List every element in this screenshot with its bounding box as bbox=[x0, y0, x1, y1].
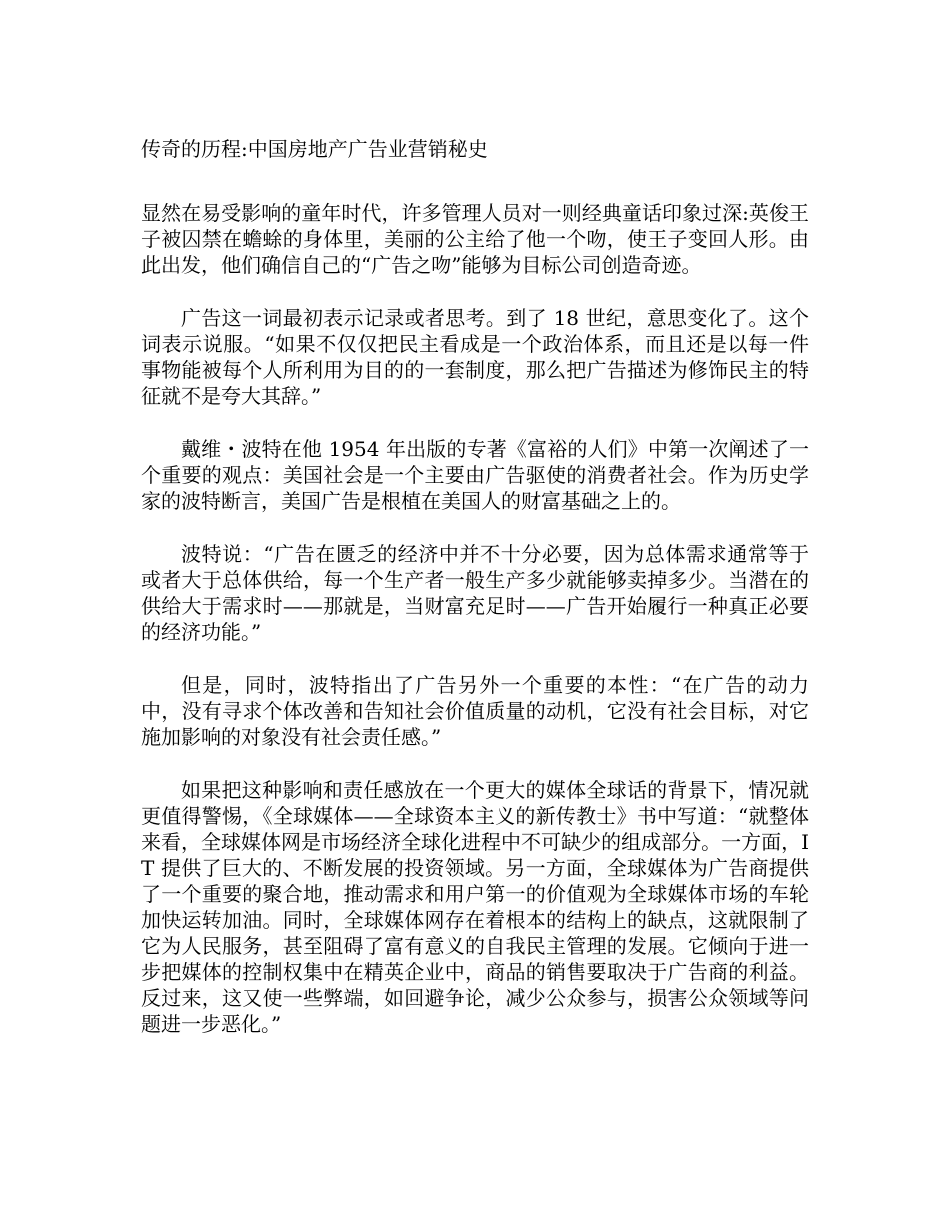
document-page bbox=[141, 136, 809, 1064]
document-title: 传奇的历程:中国房地产广告业营销秘史 bbox=[141, 137, 488, 161]
paragraph-6: 如果把这种影响和责任感放在一个更大的媒体全球话的背景下，情况就更值得警惕，《全球媒体——全球资本主义的新传教士》书中写道：“就整体来看，全球媒体网是市场经济全球化进程中不可缺少的组成部分。一方面，IT 提供了巨大的、不断发展的投资领域。另一方面，全球媒体为广告商提供了一个重要的聚合地，推动需求和用户第一的价值观为全球媒体市场的车轮加快运转加油。同时，全球媒体网存在着根本的结构上的缺点，这就限制了它为人民服务，甚至阻碍了富有意义的自我民主管理的发展。它倾向于进一步把媒体的控制权集中在精英企业中，商品的销售要取决于广告商的利益。反过来，这又使一些弊端，如回避争论，减少公众参与，损害公众领域等问题进一步恶化。” bbox=[141, 778, 809, 1036]
paragraph-4: 波特说：“广告在匮乏的经济中并不十分必要，因为总体需求通常等于或者大于总体供给，每一个生产者一般生产多少就能够卖掉多少。当潜在的供给大于需求时——那就是，当财富充足时——广告开始履行一种真正必要的经济功能。” bbox=[141, 542, 809, 644]
paragraph-3: 戴维・波特在他 1954 年出版的专著《富裕的人们》中第一次阐述了一个重要的观点：美国社会是一个主要由广告驱使的消费者社会。作为历史学家的波特断言，美国广告是根植在美国人的财富基础之上的。 bbox=[141, 437, 809, 513]
paragraph-2: 广告这一词最初表示记录或者思考。到了 18 世纪，意思变化了。这个词表示说服。“如果不仅仅把民主看成是一个政治体系，而且还是以每一件事物能被每个人所利用为目的的一套制度，那么把广告描述为修饰民主的特征就不是夸大其辞。” bbox=[141, 306, 809, 408]
paragraph-5: 但是，同时，波特指出了广告另外一个重要的本性：“在广告的动力中，没有寻求个体改善和告知社会价值质量的动机，它没有社会目标，对它施加影响的对象没有社会责任感。” bbox=[141, 673, 809, 749]
paragraph-1: 显然在易受影响的童年时代，许多管理人员对一则经典童话印象过深:英俊王子被囚禁在蟾蜍的身体里，美丽的公主给了他一个吻，使王子变回人形。由此出发，他们确信自己的“广告之吻”能够为目标公司创造奇迹。 bbox=[141, 201, 809, 277]
